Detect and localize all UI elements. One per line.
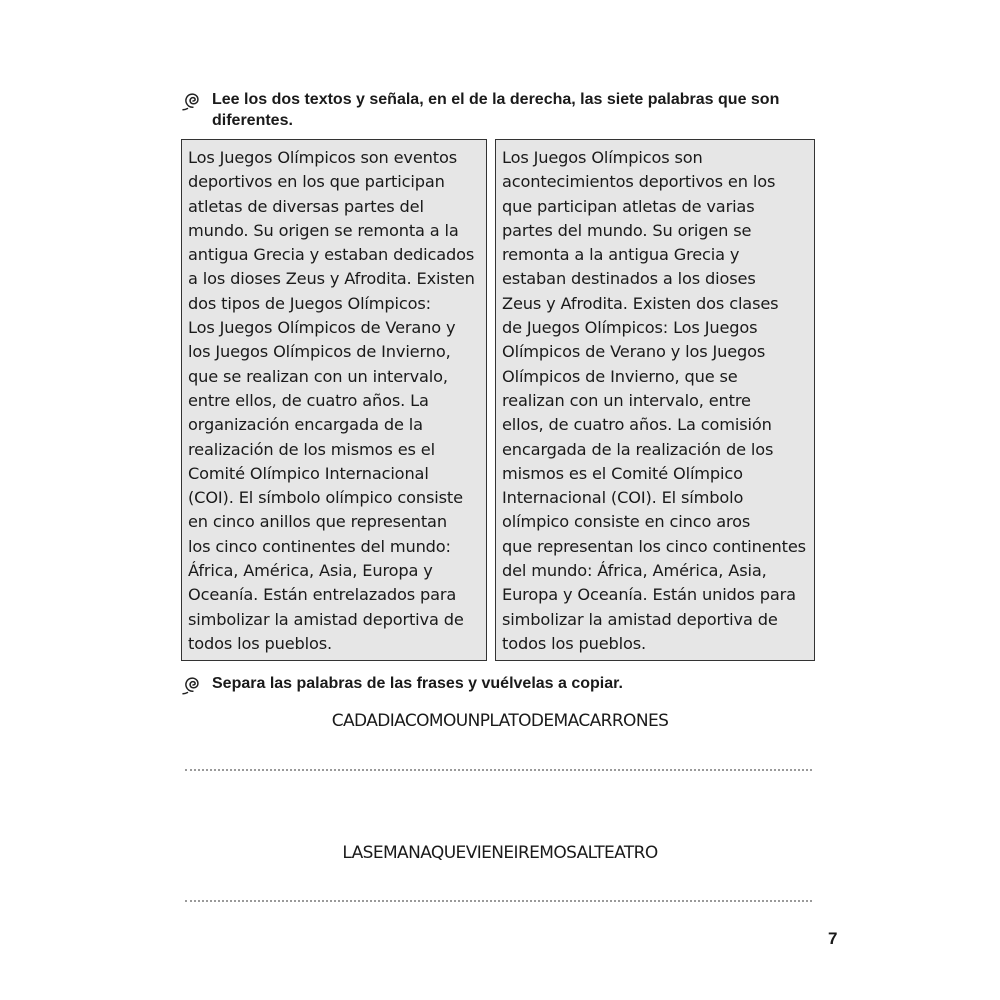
exercise-2-instruction: [180, 673, 800, 696]
text-line: los cinco continentes del mundo:: [188, 536, 451, 556]
answer-line-2[interactable]: [185, 900, 812, 902]
instruction-line: diferentes.: [212, 112, 293, 129]
text-line[interactable]: de Juegos Olímpicos: Los Juegos: [502, 318, 758, 338]
text-line[interactable]: estaban destinados a los dioses: [502, 269, 756, 289]
text-line: dos tipos de Juegos Olímpicos:: [188, 293, 431, 313]
text-line: mundo. Su origen se remonta a la: [188, 220, 459, 240]
text-line[interactable]: Olímpicos de Invierno, que se: [502, 366, 738, 386]
text-line[interactable]: simbolizar la amistad deportiva de: [502, 609, 778, 629]
text-line[interactable]: remonta a la antigua Grecia y: [502, 245, 740, 265]
text-line: antigua Grecia y estaban dedicados: [188, 245, 475, 265]
text-line: deportivos en los que participan: [188, 172, 445, 192]
instruction-text: Separa las palabras de las frases y vuélvelas a copiar.: [212, 675, 623, 692]
text-line: todos los pueblos.: [188, 633, 333, 653]
text-line[interactable]: del mundo: África, América, Asia,: [502, 561, 767, 581]
text-line: a los dioses Zeus y Afrodita. Existen: [188, 269, 475, 289]
exercise-1-instruction: [180, 89, 800, 131]
text-line: Los Juegos Olímpicos son eventos: [188, 148, 458, 167]
text-line: Oceanía. Están entrelazados para: [188, 585, 457, 605]
text-line[interactable]: que participan atletas de varias: [502, 196, 755, 216]
text-line[interactable]: Internacional (COI). El símbolo: [502, 488, 744, 508]
instruction-line: Lee los dos textos y señala, en el de la derecha, las siete palabras que son: [212, 91, 780, 108]
text-line: los Juegos Olímpicos de Invierno,: [188, 342, 451, 362]
text-line: simbolizar la amistad deportiva de: [188, 609, 464, 629]
text-line[interactable]: ellos, de cuatro años. La comisión: [502, 415, 772, 435]
text-line: atletas de diversas partes del: [188, 196, 424, 216]
text-line: en cinco anillos que representan: [188, 512, 447, 532]
original-text-box: [181, 139, 487, 661]
page-number: 7: [828, 929, 838, 948]
text-line[interactable]: olímpico consiste en cinco aros: [502, 512, 751, 532]
text-line[interactable]: Olímpicos de Verano y los Juegos: [502, 342, 766, 362]
text-line[interactable]: realizan con un intervalo, entre: [502, 390, 751, 410]
text-line[interactable]: que representan los cinco continentes: [502, 536, 806, 556]
spiral-icon: [180, 674, 206, 696]
text-line: (COI). El símbolo olímpico consiste: [188, 488, 463, 508]
text-line[interactable]: todos los pueblos.: [502, 633, 647, 653]
modified-text-box[interactable]: [495, 139, 815, 661]
joined-phrase-1: CADADIACOMOUNPLATODEMACARRONES: [331, 711, 669, 731]
spiral-icon: [180, 90, 206, 112]
text-line[interactable]: acontecimientos deportivos en los: [502, 172, 776, 192]
text-line: entre ellos, de cuatro años. La: [188, 390, 429, 410]
text-line: que se realizan con un intervalo,: [188, 366, 448, 386]
text-line: Los Juegos Olímpicos de Verano y: [188, 318, 456, 338]
text-line[interactable]: Europa y Oceanía. Están unidos para: [502, 585, 796, 605]
text-line[interactable]: partes del mundo. Su origen se: [502, 220, 752, 240]
text-line[interactable]: mismos es el Comité Olímpico: [502, 463, 743, 483]
text-line[interactable]: Los Juegos Olímpicos son: [502, 148, 703, 167]
text-line: realización de los mismos es el: [188, 439, 435, 459]
text-line: Comité Olímpico Internacional: [188, 463, 429, 483]
text-line[interactable]: Zeus y Afrodita. Existen dos clases: [502, 293, 779, 313]
text-line: organización encargada de la: [188, 415, 423, 435]
joined-phrase-2: LASEMANAQUEVIENEIREMOSALTEATRO: [342, 843, 658, 863]
text-line[interactable]: encargada de la realización de los: [502, 439, 774, 459]
answer-line-1[interactable]: [185, 769, 812, 771]
text-line: África, América, Asia, Europa y: [188, 561, 433, 581]
